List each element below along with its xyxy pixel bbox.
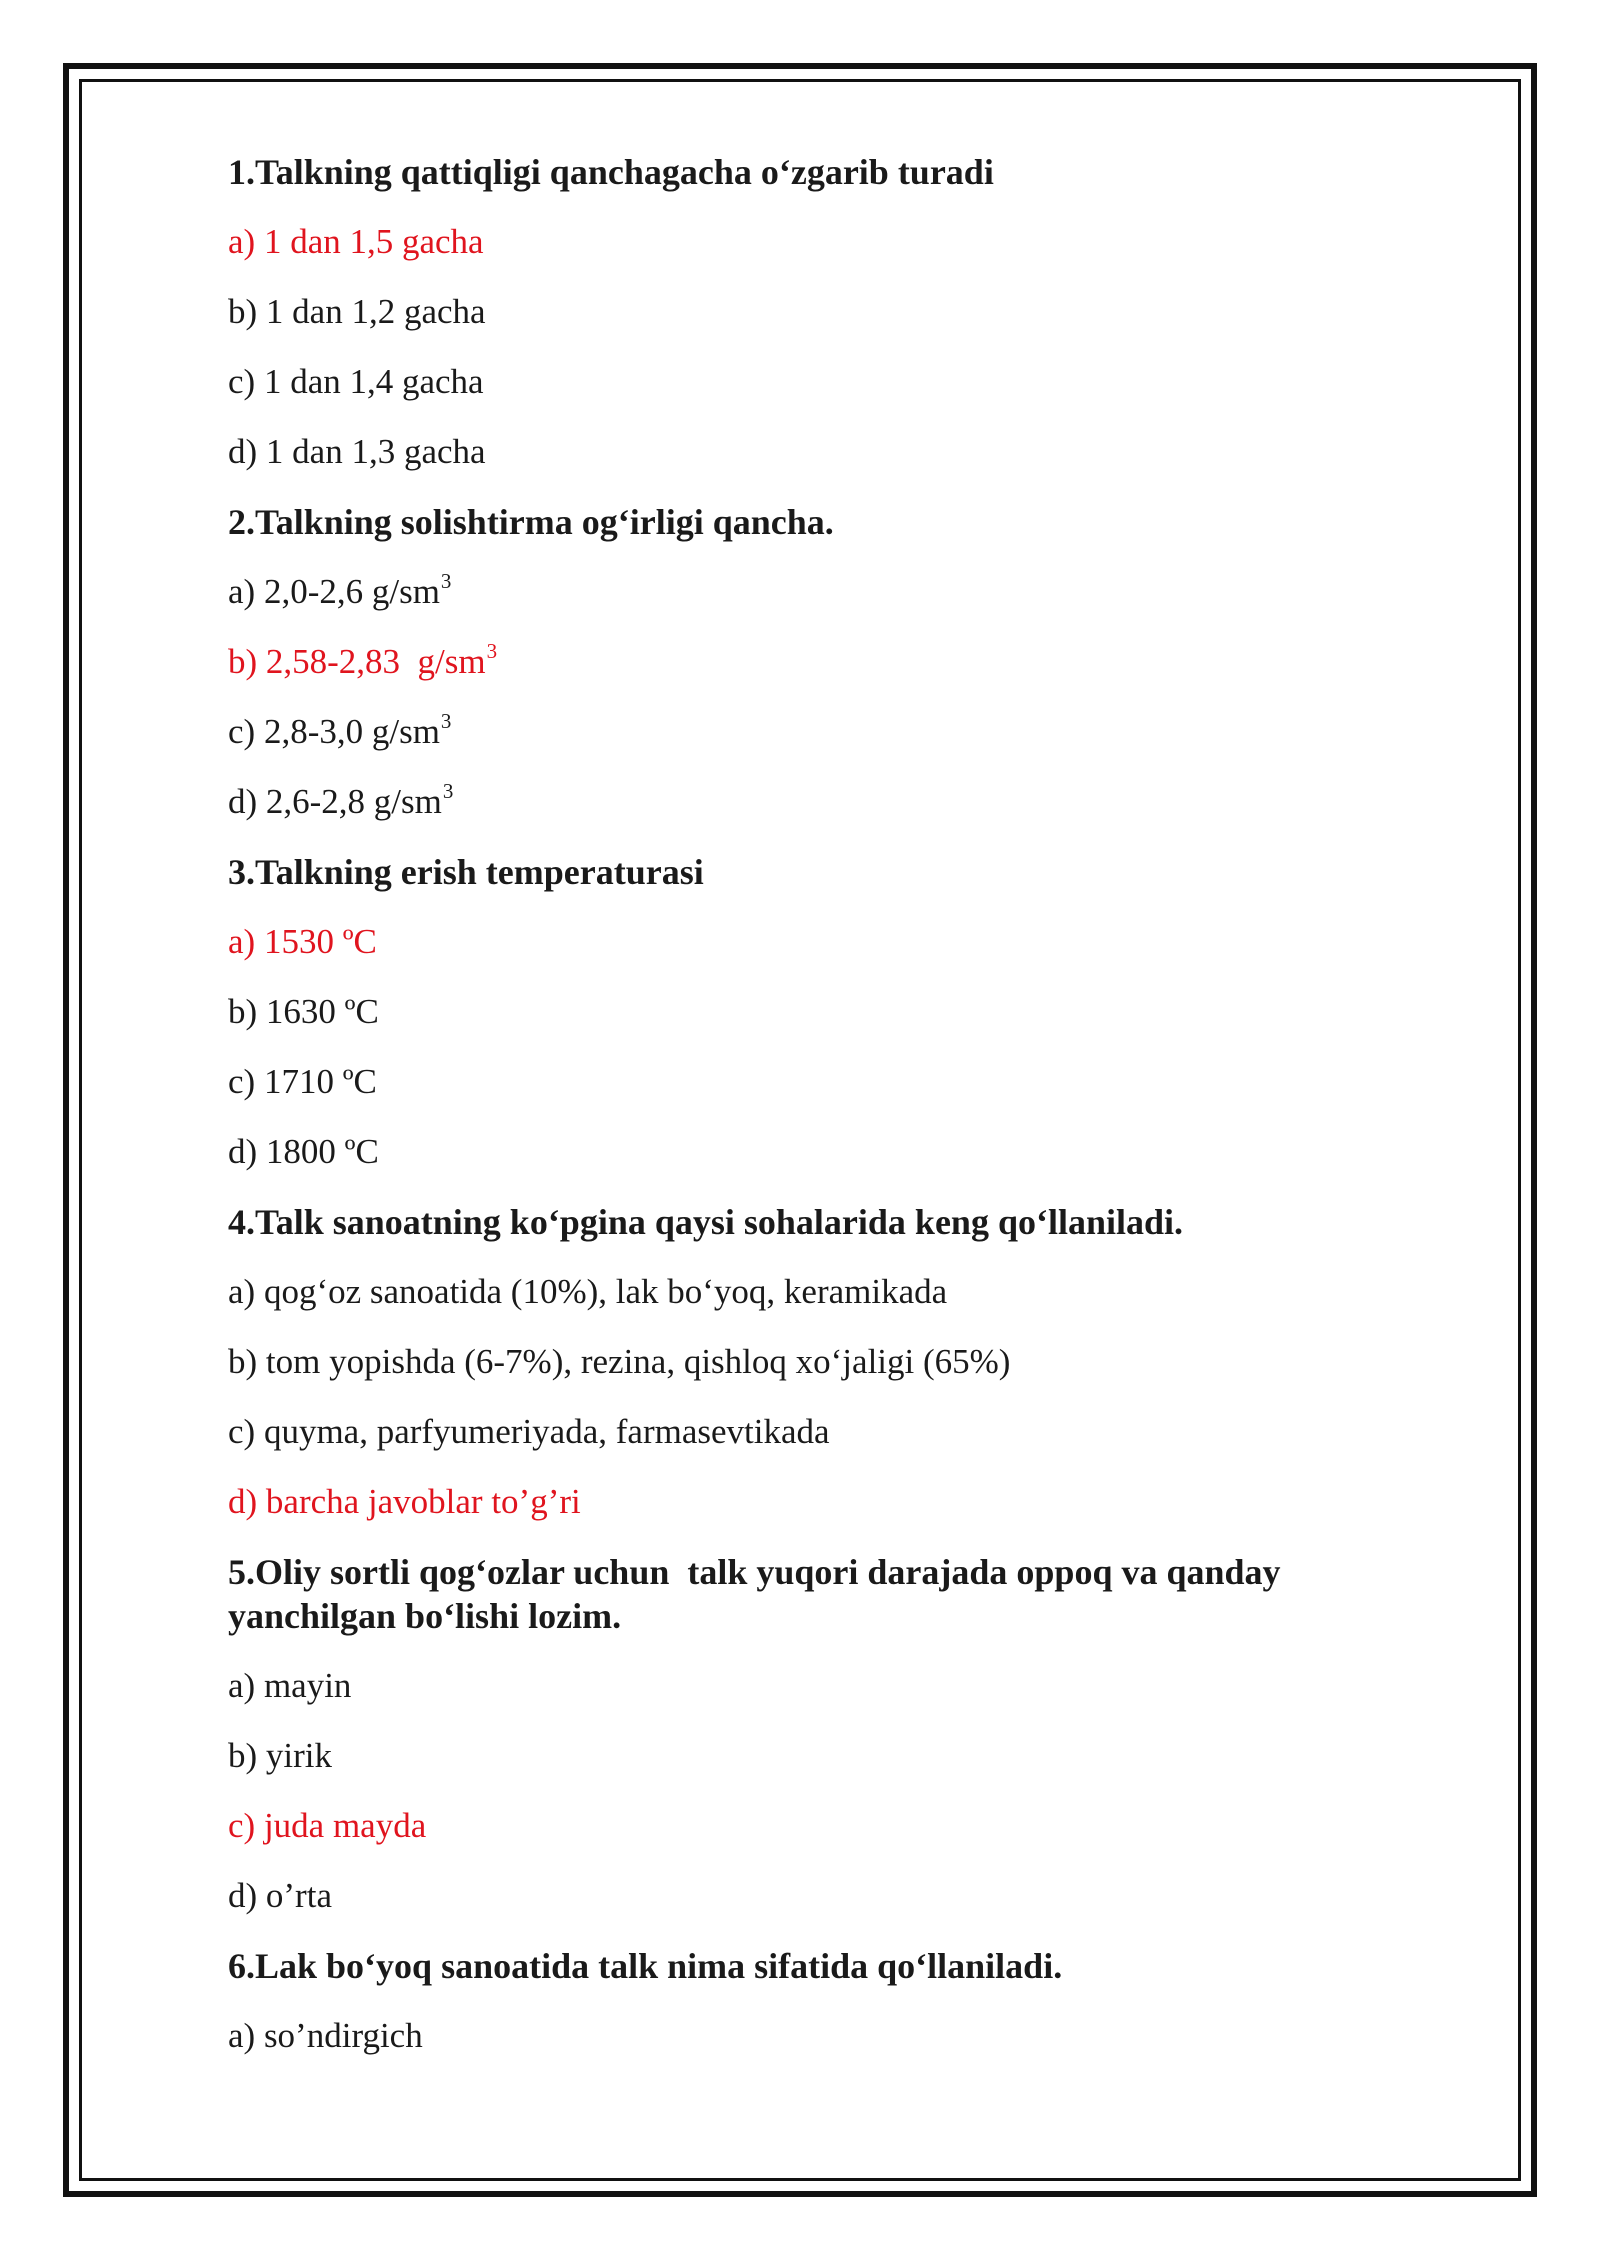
question-2-option-b-label: b) 2,58-2,83 g/sm bbox=[228, 642, 486, 681]
question-6-option-a: a) so’ndirgich bbox=[228, 2016, 423, 2055]
question-1-option-c: c) 1 dan 1,4 gacha bbox=[228, 362, 484, 401]
question-4-option-d: d) barcha javoblar to’g’ri bbox=[228, 1482, 581, 1521]
question-block-5 bbox=[228, 1550, 1388, 1944]
question-1-option-b: b) 1 dan 1,2 gacha bbox=[228, 292, 486, 331]
question-2-option-d-label: d) 2,6-2,8 g/sm bbox=[228, 782, 442, 821]
question-block-4 bbox=[228, 1200, 1388, 1550]
question-3-text: 3.Talkning erish temperaturasi bbox=[228, 852, 704, 892]
question-2-option-d-sup: 3 bbox=[442, 779, 454, 803]
question-2-option-a-label: a) 2,0-2,6 g/sm bbox=[228, 572, 440, 611]
question-block-3 bbox=[228, 850, 1388, 1200]
question-2-text: 2.Talkning solishtirma og‘irligi qancha. bbox=[228, 502, 834, 542]
question-block-2 bbox=[228, 500, 1388, 850]
question-4-text: 4.Talk sanoatning ko‘pgina qaysi sohalarida keng qo‘llaniladi. bbox=[228, 1202, 1184, 1242]
question-4-option-c: c) quyma, parfyumeriyada, farmasevtikada bbox=[228, 1412, 830, 1451]
question-block-1 bbox=[228, 150, 1388, 500]
question-2-option-c-sup: 3 bbox=[440, 709, 452, 733]
question-3-option-a: a) 1530 ºC bbox=[228, 922, 377, 961]
question-6-text: 6.Lak bo‘yoq sanoatida talk nima sifatida qo‘llaniladi. bbox=[228, 1946, 1063, 1986]
question-2-option-c-label: c) 2,8-3,0 g/sm bbox=[228, 712, 440, 751]
question-1-option-a: a) 1 dan 1,5 gacha bbox=[228, 222, 484, 261]
quiz-content bbox=[228, 150, 1388, 2058]
question-2-option-d bbox=[228, 780, 1388, 824]
question-1-text: 1.Talkning qattiqligi qanchagacha o‘zgarib turadi bbox=[228, 152, 994, 192]
question-1-option-d: d) 1 dan 1,3 gacha bbox=[228, 432, 486, 471]
question-5-text-line-1: 5.Oliy sortli qog‘ozlar uchun talk yuqori darajada oppoq va qanday bbox=[228, 1552, 1281, 1592]
question-3-option-b: b) 1630 ºC bbox=[228, 992, 379, 1031]
question-2-option-b-sup: 3 bbox=[486, 639, 498, 663]
question-5-option-a: a) mayin bbox=[228, 1666, 352, 1705]
question-3-option-d: d) 1800 ºC bbox=[228, 1132, 379, 1171]
question-5-option-d: d) o’rta bbox=[228, 1876, 332, 1915]
question-5-option-c: c) juda mayda bbox=[228, 1806, 427, 1845]
question-2-option-a-sup: 3 bbox=[440, 569, 452, 593]
question-2-option-b bbox=[228, 640, 1388, 684]
question-5-text-line-2: yanchilgan bo‘lishi lozim. bbox=[228, 1596, 622, 1636]
question-block-6 bbox=[228, 1944, 1388, 2058]
question-3-option-c: c) 1710 ºC bbox=[228, 1062, 377, 1101]
question-5-option-b: b) yirik bbox=[228, 1736, 333, 1775]
question-2-option-a bbox=[228, 570, 1388, 614]
question-2-option-c bbox=[228, 710, 1388, 754]
question-4-option-b: b) tom yopishda (6-7%), rezina, qishloq xo‘jaligi (65%) bbox=[228, 1342, 1011, 1381]
question-4-option-a: a) qog‘oz sanoatida (10%), lak bo‘yoq, keramikada bbox=[228, 1272, 948, 1311]
